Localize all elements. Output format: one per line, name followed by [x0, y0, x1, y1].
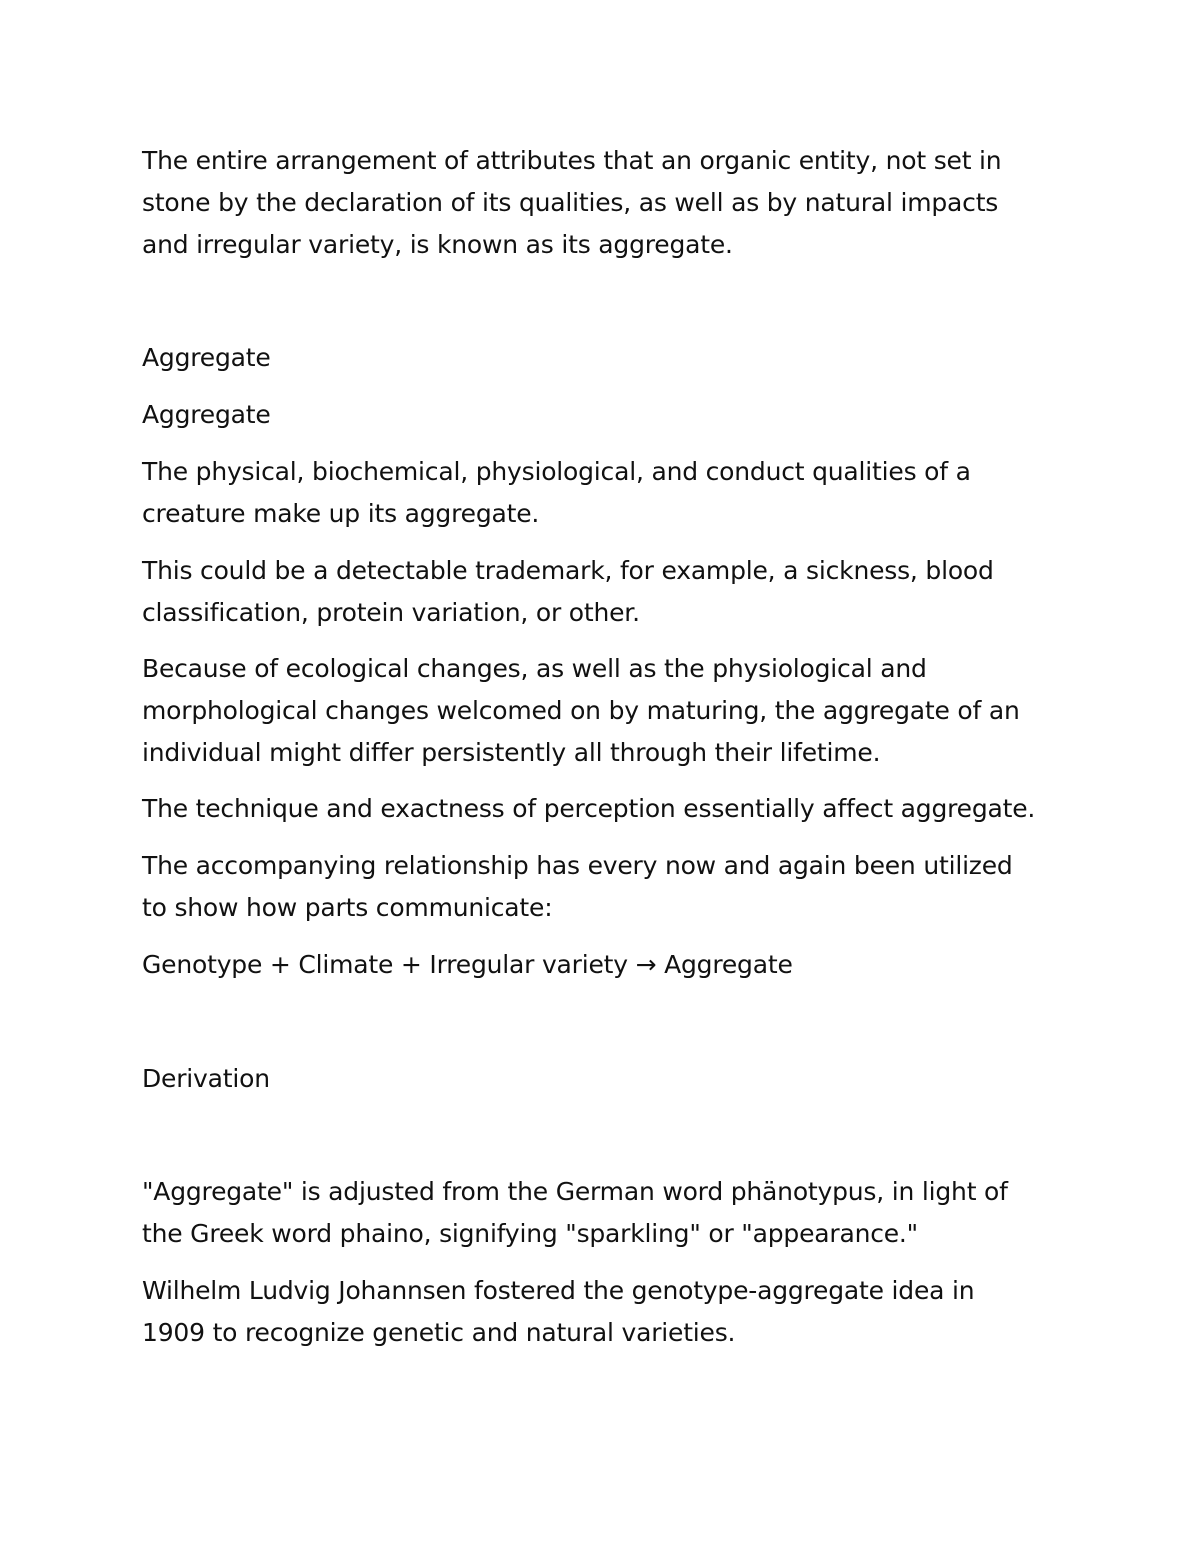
paragraph-relationship [142, 845, 1072, 929]
paragraph-technique: The technique and exactness of perception essentially affect aggregate. [142, 794, 1036, 823]
paragraph-ecological [142, 648, 1072, 774]
paragraph-line: "Aggregate" is adjusted from the German word phänotypus, in light of [142, 1177, 1008, 1206]
intro-paragraph [142, 140, 1072, 266]
paragraph-line: to show how parts communicate: [142, 893, 553, 922]
heading-aggregate-1: Aggregate [142, 343, 271, 372]
intro-line: The entire arrangement of attributes that an organic entity, not set in [142, 146, 1002, 175]
paragraph-line: 1909 to recognize genetic and natural varieties. [142, 1318, 736, 1347]
paragraph-line: Because of ecological changes, as well as the physiological and [142, 654, 927, 683]
paragraph-trademark [142, 550, 1072, 634]
paragraph-line: creature make up its aggregate. [142, 499, 540, 528]
paragraph-line: individual might differ persistently all through their lifetime. [142, 738, 881, 767]
paragraph-physical [142, 451, 1072, 535]
paragraph-line: Wilhelm Ludvig Johannsen fostered the genotype-aggregate idea in [142, 1276, 975, 1305]
paragraph-line: This could be a detectable trademark, for example, a sickness, blood [142, 556, 994, 585]
formula: Genotype + Climate + Irregular variety → Aggregate [142, 950, 793, 979]
paragraph-line: The physical, biochemical, physiological, and conduct qualities of a [142, 457, 971, 486]
paragraph-german [142, 1171, 1072, 1255]
intro-line: and irregular variety, is known as its aggregate. [142, 230, 733, 259]
paragraph-line: The accompanying relationship has every now and again been utilized [142, 851, 1013, 880]
paragraph-line: the Greek word phaino, signifying "sparkling" or "appearance." [142, 1219, 918, 1248]
paragraph-line: classification, protein variation, or other. [142, 598, 640, 627]
heading-derivation: Derivation [142, 1064, 270, 1093]
intro-line: stone by the declaration of its qualities, as well as by natural impacts [142, 188, 999, 217]
heading-aggregate-2: Aggregate [142, 400, 271, 429]
paragraph-line: morphological changes welcomed on by maturing, the aggregate of an [142, 696, 1020, 725]
paragraph-johannsen [142, 1270, 1072, 1354]
